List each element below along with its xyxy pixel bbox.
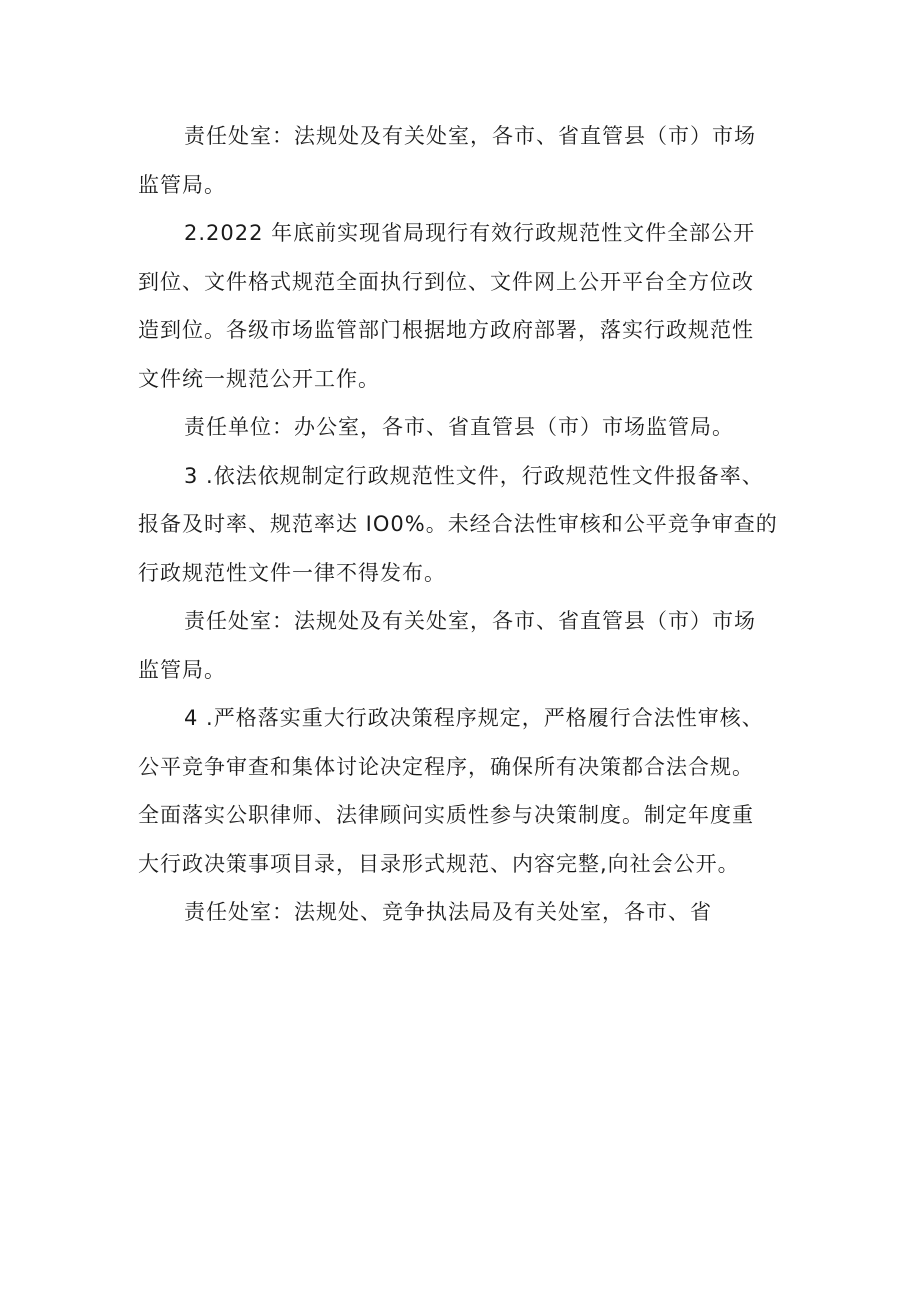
- paragraph-responsibility-2: [138, 403, 798, 452]
- paragraph-line: 责任处室：法规处、竞争执法局及有关处室，各市、省: [184, 900, 712, 924]
- paragraph-item-2: [138, 209, 798, 403]
- paragraph-line: 到位、文件格式规范全面执行到位、文件网上公开平台全方位改: [138, 269, 754, 294]
- paragraph-line: 责任处室：法规处及有关处室，各市、省直管县（市）市场: [184, 124, 756, 148]
- paragraph-line: 行政规范性文件一律不得发布。: [138, 560, 446, 585]
- paragraph-line: 报备及时率、规范率达 IO0%。未经合法性审核和公平竞争审查的: [138, 512, 778, 536]
- paragraph-item-4: [138, 694, 798, 888]
- paragraph-line: 4 .严格落实重大行政决策程序规定，严格履行合法性审核、: [184, 706, 764, 730]
- paragraph-line: 全面落实公职律师、法律顾问实质性参与决策制度。制定年度重: [138, 803, 754, 827]
- paragraph-line: 责任单位：办公室，各市、省直管县（市）市场监管局。: [184, 415, 734, 439]
- paragraph-line: 3 .依法依规制定行政规范性文件，行政规范性文件报备率、: [184, 463, 764, 488]
- paragraph-line: 造到位。各级市场监管部门根据地方政府部署，落实行政规范性: [138, 318, 754, 342]
- paragraph-line: 责任处室：法规处及有关处室，各市、省直管县（市）市场: [184, 609, 756, 633]
- paragraph-line: 公平竞争审查和集体讨论决定程序，确保所有决策都合法合规。: [138, 754, 754, 779]
- document-body: [138, 112, 798, 937]
- paragraph-line: 2.2022 年底前实现省局现行有效行政规范性文件全部公开: [184, 221, 756, 245]
- paragraph-item-3: [138, 452, 798, 598]
- paragraph-responsibility-3: [138, 597, 798, 694]
- paragraph-line: 文件统一规范公开工作。: [138, 366, 380, 391]
- paragraph-line: 监管局。: [138, 657, 226, 682]
- paragraph-responsibility-1: [138, 112, 798, 209]
- paragraph-line: 大行政决策事项目录，目录形式规范、内容完整,向社会公开。: [138, 851, 740, 876]
- paragraph-responsibility-4: [138, 888, 798, 937]
- paragraph-line: 监管局。: [138, 172, 226, 197]
